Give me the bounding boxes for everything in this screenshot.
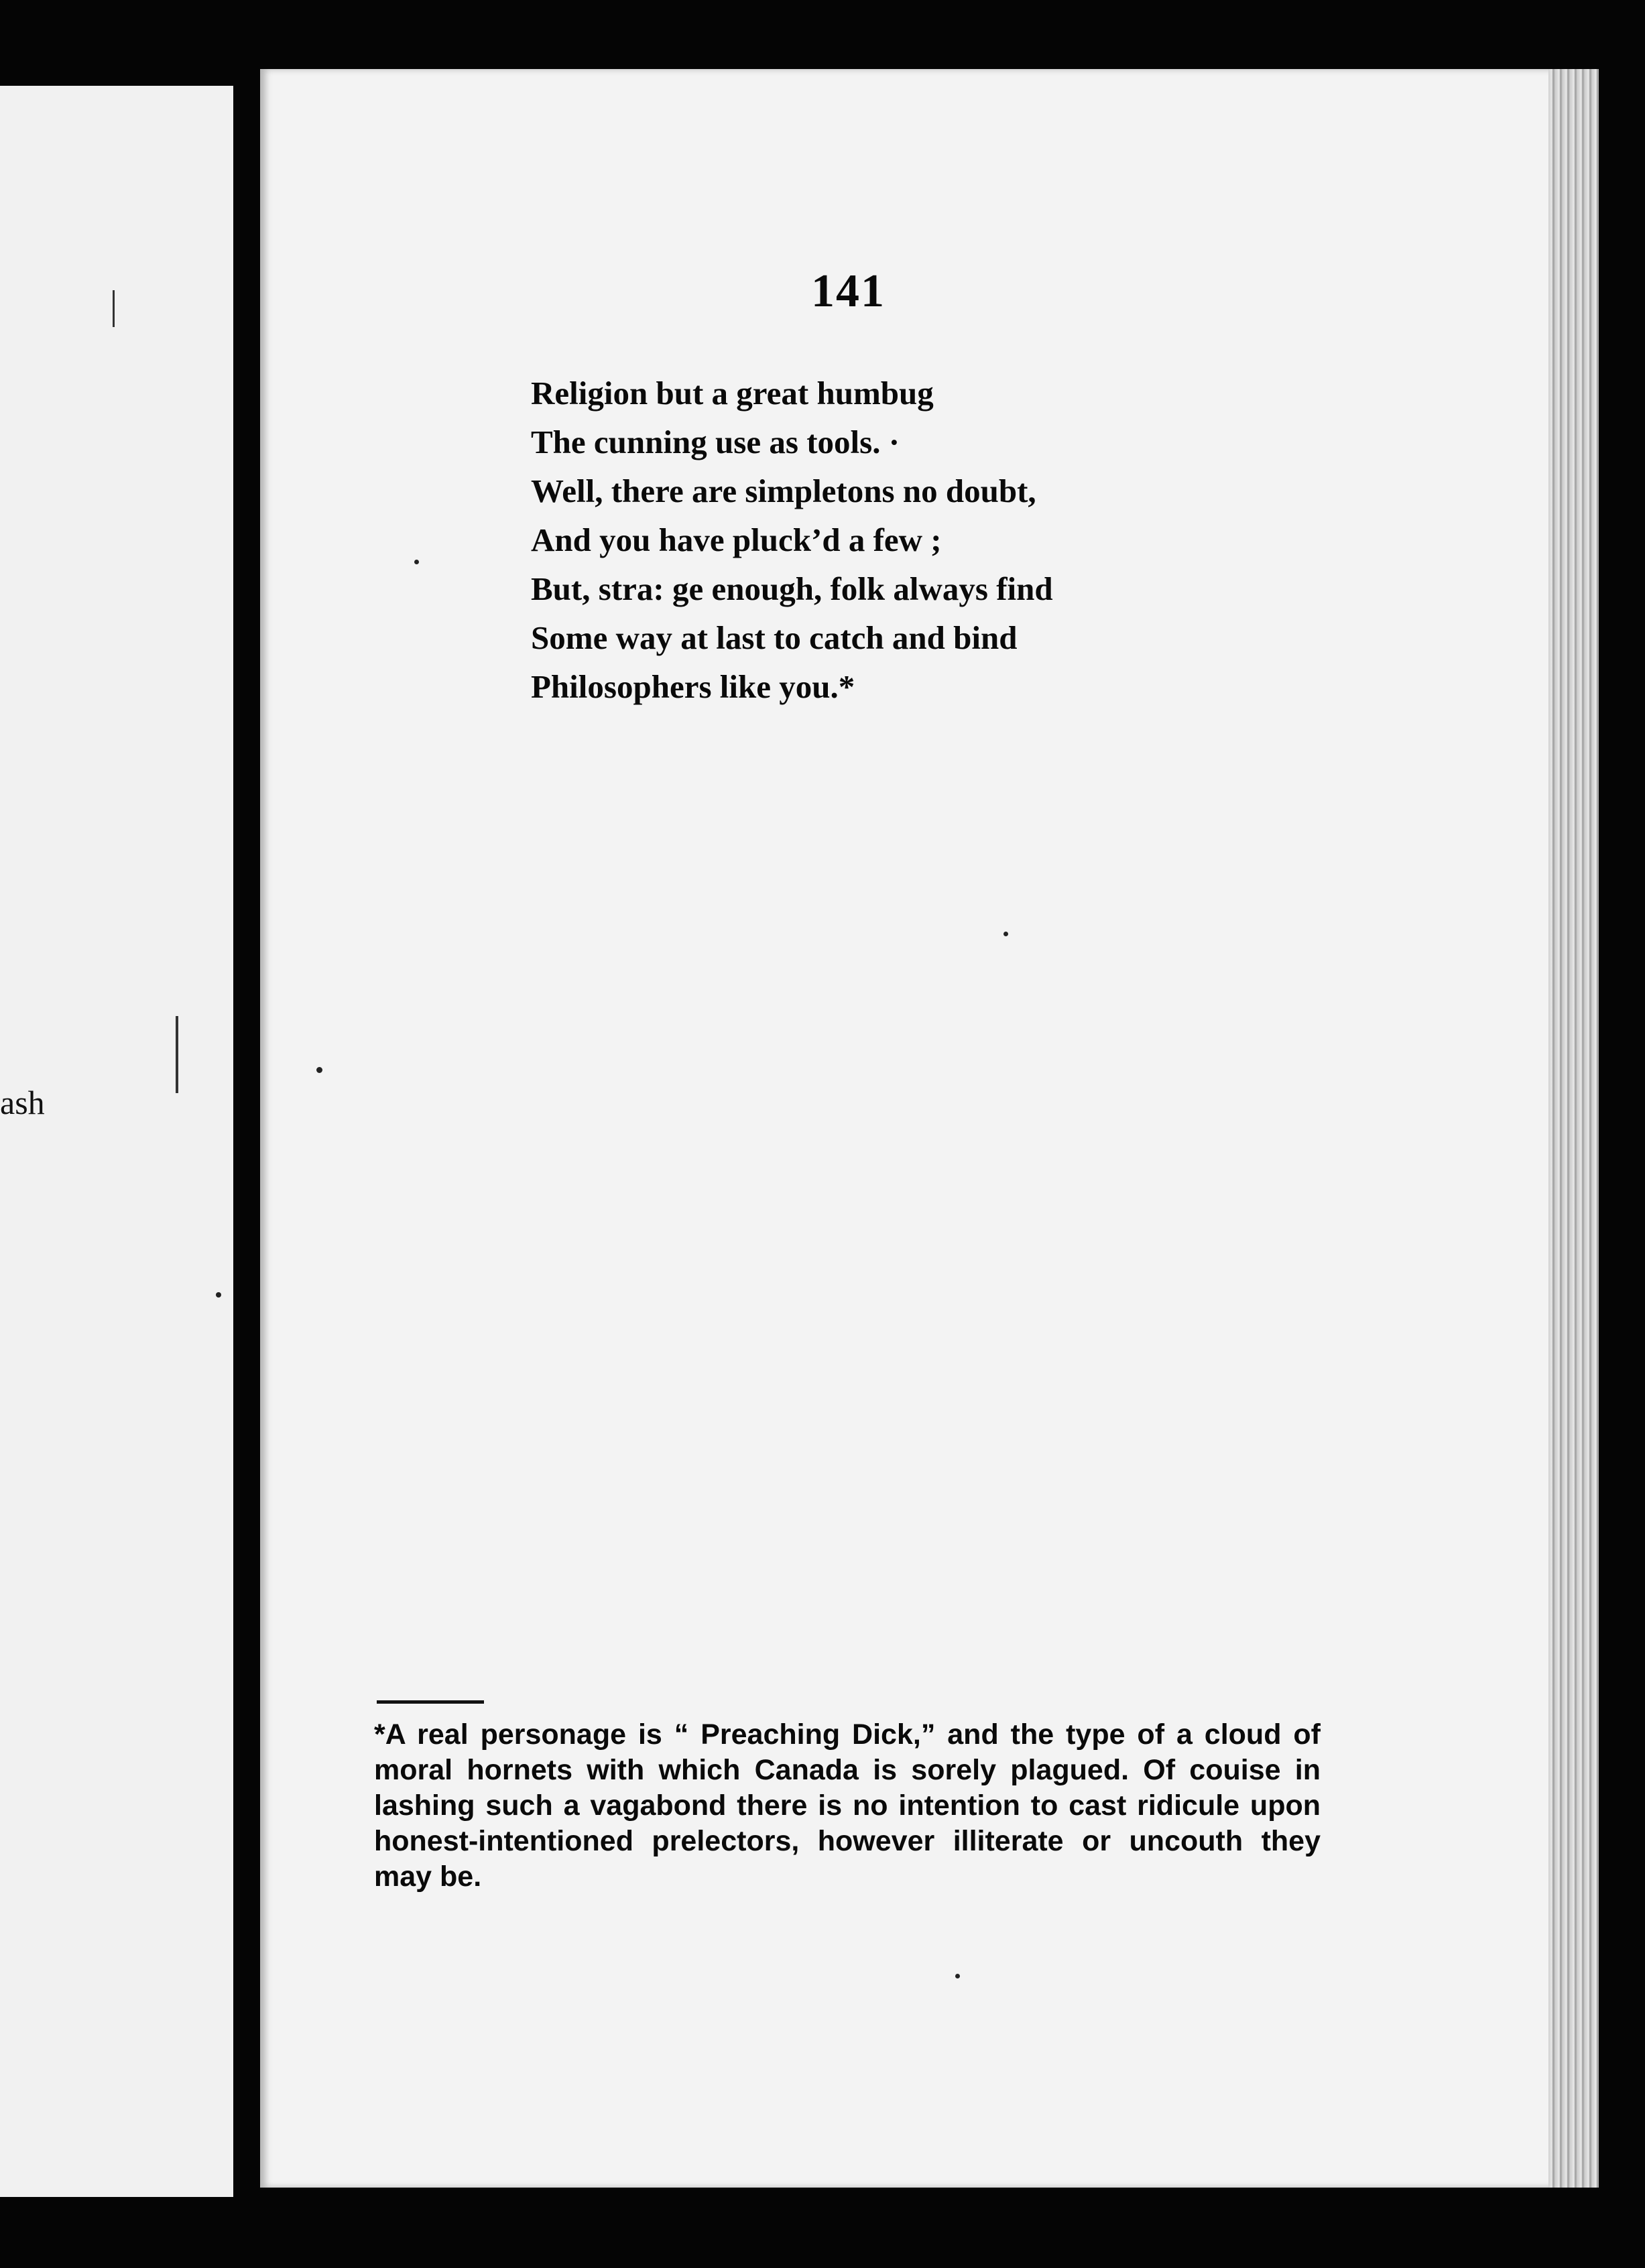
poem-line: Well, there are simpletons no doubt,	[531, 472, 1036, 509]
poem-line: Some way at last to catch and bind	[531, 619, 1018, 656]
ink-speck	[955, 1974, 960, 1978]
ink-mark	[113, 290, 115, 327]
footnote: *A real personage is “ Preaching Dick,” and the type of a cloud of moral hornets with which Canada is sorely plagued. Of couise in lashing such a vagabond there is no intention to cast ridicule upon honest-intentioned prelectors, however illiterate or uncouth they may be.	[374, 1718, 1321, 1893]
ink-speck	[316, 1067, 322, 1073]
left-page	[0, 86, 233, 2197]
poem-line: But, stra: ge enough, folk always find	[531, 570, 1053, 607]
left-page-text-fragment: ash	[0, 1084, 45, 1121]
ink-speck	[1003, 932, 1008, 936]
ink-speck	[414, 560, 419, 564]
footnote-rule	[377, 1700, 484, 1704]
ink-mark	[176, 1016, 178, 1093]
ink-speck	[216, 1292, 221, 1298]
poem-line: The cunning use as tools. ·	[531, 424, 900, 460]
page-edge	[1548, 69, 1599, 2188]
poem-line: And you have pluck’d a few ;	[531, 521, 942, 558]
poem-line: Philosophers like you.*	[531, 668, 855, 705]
poem-line: Religion but a great humbug	[531, 375, 934, 412]
page-number: 141	[811, 265, 886, 317]
poem-stanza	[531, 369, 1053, 711]
